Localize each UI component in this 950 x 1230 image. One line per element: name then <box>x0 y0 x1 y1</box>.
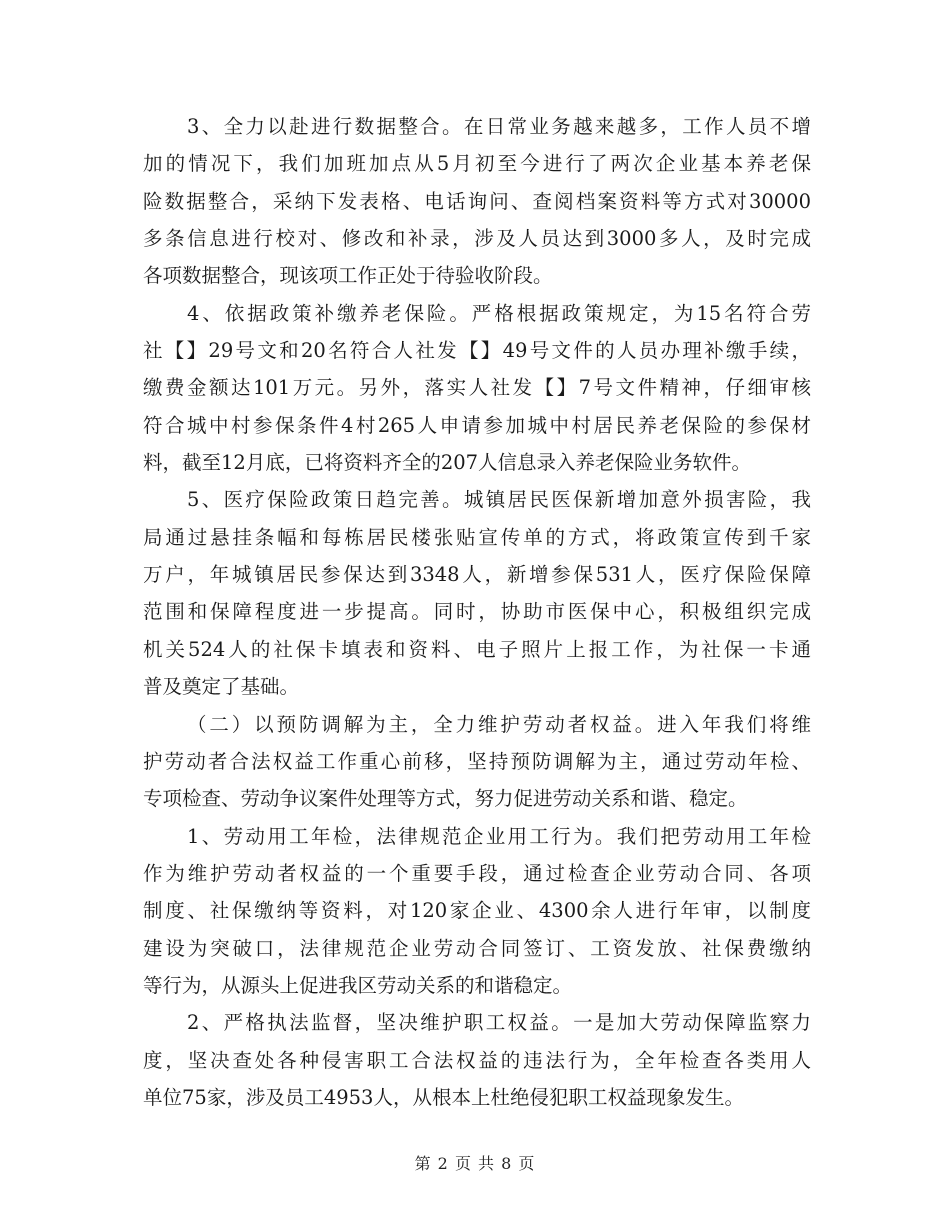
text-line: 符合城中村参保条件4村265人申请参加城中村居民养老保险的参保材 <box>143 413 811 437</box>
text-line: 作为维护劳动者权益的一个重要手段，通过检查企业劳动合同、各项 <box>143 861 811 885</box>
text-line: （二）以预防调解为主，全力维护劳动者权益。进入年我们将维 <box>187 712 811 736</box>
paragraph-data-integration <box>143 108 811 295</box>
text-line: 各项数据整合，现该项工作正处于待验收阶段。 <box>143 264 553 288</box>
text-line: 范围和保障程度进一步提高。同时，协助市医保中心，积极组织完成 <box>143 600 811 624</box>
text-line: 局通过悬挂条幅和每栋居民楼张贴宣传单的方式，将政策宣传到千家 <box>143 525 811 549</box>
text-line: 1、劳动用工年检，法律规范企业用工行为。我们把劳动用工年检 <box>187 824 811 848</box>
page-number-footer: 第 2 页 共 8 页 <box>414 1154 536 1173</box>
text-line: 万户，年城镇居民参保达到3348人，新增参保531人，医疗保险保障 <box>143 563 811 587</box>
text-line: 2、严格执法监督，坚决维护职工权益。一是加大劳动保障监察力 <box>187 1011 811 1035</box>
text-line: 普及奠定了基础。 <box>143 675 300 699</box>
paragraph-pension-supplement <box>143 295 811 482</box>
text-line: 缴费金额达101万元。另外，落实人社发【】7号文件精神，仔细审核 <box>143 376 811 400</box>
paragraph-law-enforcement <box>143 1004 811 1116</box>
paragraph-section-two-heading <box>143 706 811 818</box>
text-line: 4、依据政策补缴养老保险。严格根据政策规定，为15名符合劳 <box>187 301 811 325</box>
text-line: 机关524人的社保卡填表和资料、电子照片上报工作，为社保一卡通 <box>143 637 811 661</box>
text-line: 多条信息进行校对、修改和补录，涉及人员达到3000多人，及时完成 <box>143 227 811 251</box>
text-line: 险数据整合，采纳下发表格、电话询问、查阅档案资料等方式对30000 <box>143 189 811 213</box>
text-line: 建设为突破口，法律规范企业劳动合同签订、工资发放、社保费缴纳 <box>143 936 811 960</box>
text-line: 护劳动者合法权益工作重心前移，坚持预防调解为主，通过劳动年检、 <box>143 749 811 773</box>
paragraph-labor-inspection <box>143 818 811 1005</box>
paragraph-medical-insurance <box>143 481 811 705</box>
text-line: 5、医疗保险政策日趋完善。城镇居民医保新增加意外损害险，我 <box>187 488 811 512</box>
text-line: 加的情况下，我们加班加点从5月初至今进行了两次企业基本养老保 <box>143 152 811 176</box>
body-text <box>143 108 811 1116</box>
text-line: 度，坚决查处各种侵害职工合法权益的违法行为，全年检查各类用人 <box>143 1048 811 1072</box>
text-line: 料，截至12月底，已将资料齐全的207人信息录入养老保险业务软件。 <box>143 451 752 475</box>
text-line: 3、全力以赴进行数据整合。在日常业务越来越多，工作人员不增 <box>187 115 811 138</box>
text-line: 制度、社保缴纳等资料，对120家企业、4300余人进行年审，以制度 <box>143 899 811 923</box>
text-line: 等行为，从源头上促进我区劳动关系的和谐稳定。 <box>143 973 573 997</box>
text-line: 专项检查、劳动争议案件处理等方式，努力促进劳动关系和谐、稳定。 <box>143 787 748 811</box>
text-line: 单位75家，涉及员工4953人，从根本上杜绝侵犯职工权益现象发生。 <box>143 1085 744 1109</box>
text-line: 社【】29号文和20名符合人社发【】49号文件的人员办理补缴手续， <box>143 339 811 363</box>
